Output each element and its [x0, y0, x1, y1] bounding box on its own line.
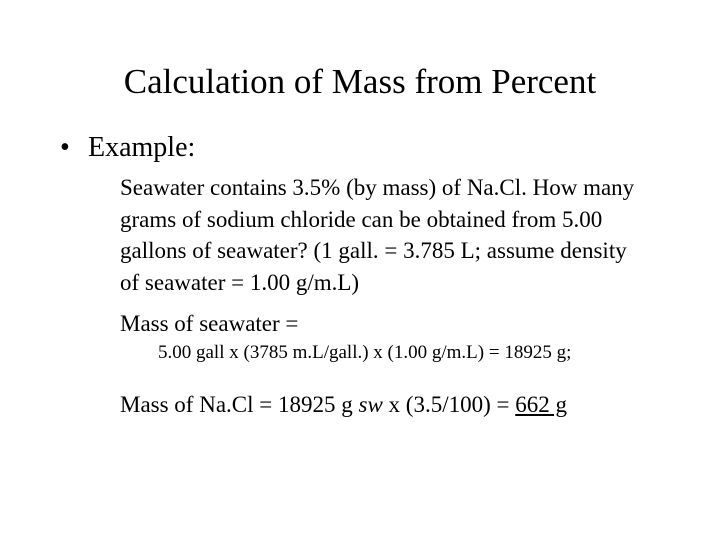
example-bullet	[60, 131, 195, 165]
problem-line: Seawater contains 3.5% (by mass) of Na.Cl. How many	[120, 175, 635, 200]
slide-title: Calculation of Mass from Percent	[123, 62, 597, 101]
mass-nacl-middle: x (3.5/100) =	[382, 392, 516, 417]
mass-seawater-label: Mass of seawater =	[120, 311, 299, 336]
problem-line: of seawater = 1.00 g/m.L)	[120, 269, 360, 295]
mass-nacl-calculation	[120, 390, 567, 420]
seawater-abbrev: sw	[358, 392, 383, 417]
problem-line: grams of sodium chloride can be obtained from 5.00	[120, 206, 603, 232]
mass-nacl-prefix: Mass of Na.Cl = 18925 g	[120, 392, 359, 417]
final-answer: 662 g	[515, 392, 567, 417]
problem-line: gallons of seawater? (1 gall. = 3.785 L; assume density	[120, 238, 627, 263]
mass-seawater-calculation: 5.00 gall x (3785 m.L/gall.) x (1.00 g/m.L) = 18925 g;	[158, 342, 572, 363]
bullet-icon: •	[60, 132, 70, 163]
problem-statement	[120, 172, 665, 298]
example-label: Example:	[88, 132, 196, 163]
